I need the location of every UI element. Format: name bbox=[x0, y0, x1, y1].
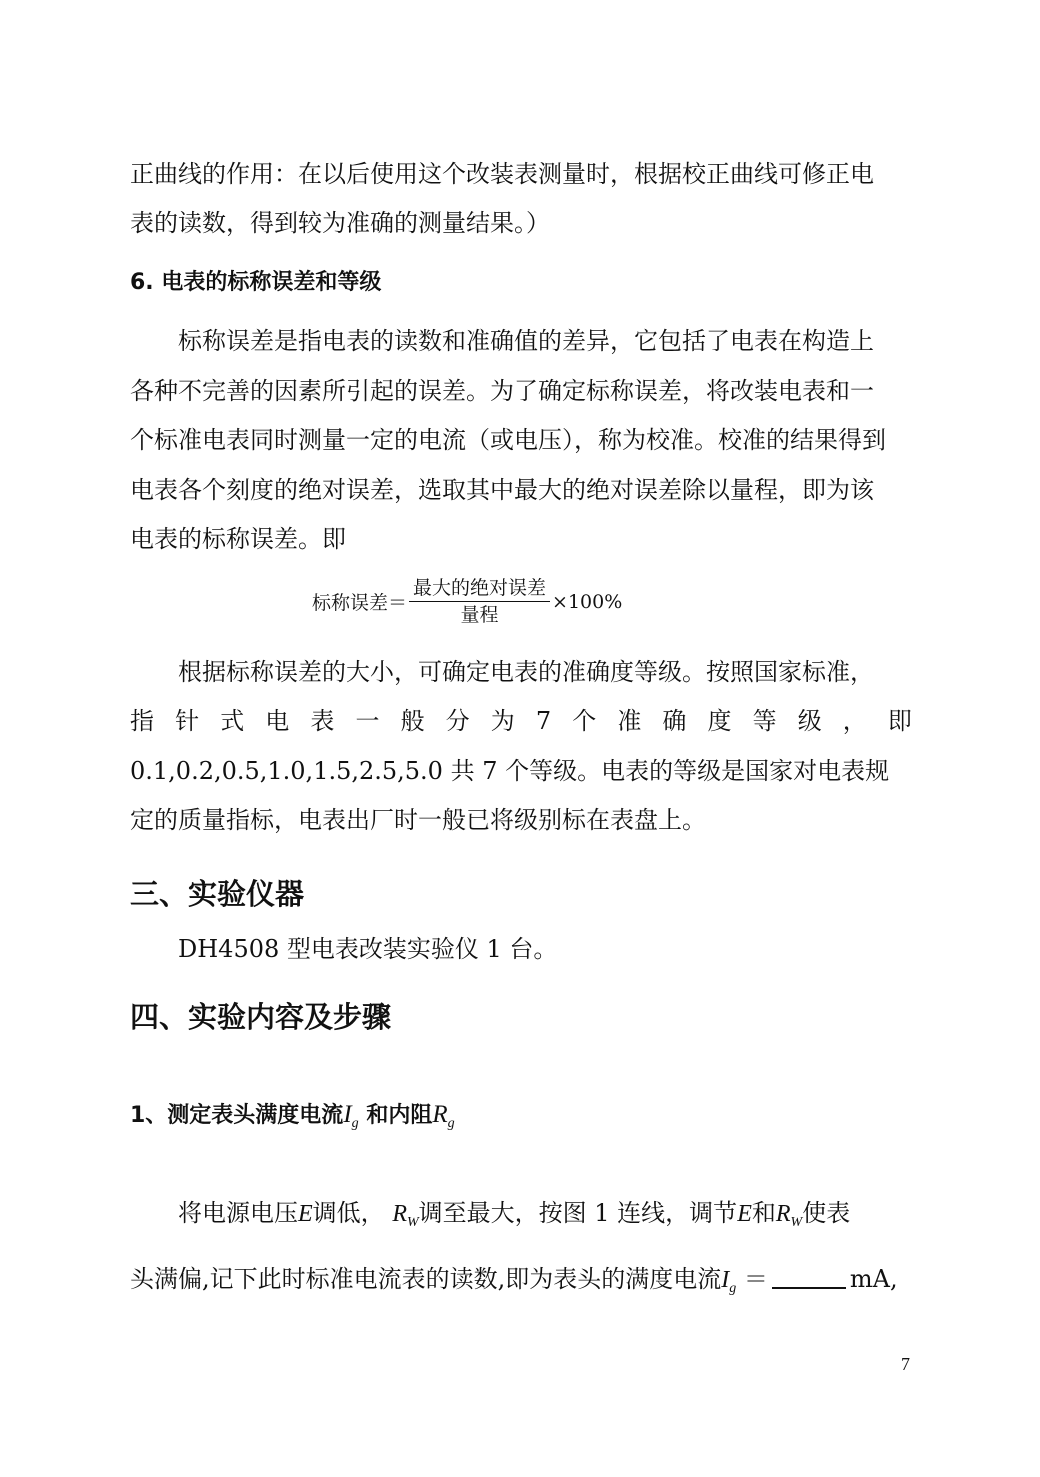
justified-word: 指 bbox=[130, 707, 154, 735]
justified-word: 般 bbox=[400, 707, 425, 735]
paragraph-line bbox=[178, 1198, 850, 1238]
error-formula bbox=[312, 577, 622, 626]
paragraph-line bbox=[130, 1264, 898, 1304]
paragraph-line: 0.1,0.2,0.5,1.0,1.5,2.5,5.0 共 7 个等级。电表的等级是国家对电表规 bbox=[130, 757, 890, 785]
justified-word: 度 bbox=[707, 707, 732, 735]
section-heading-3: 三、实验仪器 bbox=[130, 877, 305, 911]
justified-word: 表 bbox=[310, 707, 335, 735]
paragraph-line: 表的读数，得到较为准确的测量结果。） bbox=[130, 209, 550, 237]
var-R: R bbox=[392, 1201, 407, 1227]
sub-W: W bbox=[406, 1215, 419, 1230]
formula-denominator: 量程 bbox=[460, 604, 499, 626]
text: 调至最大，按图 1 连线，调节 bbox=[418, 1199, 738, 1227]
formula-numerator: 最大的绝对误差 bbox=[409, 577, 550, 602]
unit-text: mA, bbox=[849, 1265, 898, 1293]
step-title-mid: 和内阻 bbox=[366, 1103, 433, 1128]
paragraph-line: 个标准电表同时测量一定的电流（或电压），称为校准。校准的结果得到 bbox=[130, 426, 886, 454]
text: 调低， bbox=[312, 1199, 385, 1227]
paragraph-line-justified bbox=[130, 706, 912, 736]
justified-word: 式 bbox=[220, 707, 245, 735]
text: 将电源电压 bbox=[178, 1199, 298, 1227]
paragraph-line: 电表的标称误差。即 bbox=[130, 525, 346, 553]
formula-fraction bbox=[409, 577, 550, 626]
paragraph-line: 电表各个刻度的绝对误差，选取其中最大的绝对误差除以量程，即为该 bbox=[130, 476, 874, 504]
justified-word: 分 bbox=[445, 707, 470, 735]
justified-word: 个 bbox=[572, 707, 597, 735]
text: 和 bbox=[751, 1199, 776, 1227]
justified-word: 为 bbox=[490, 707, 515, 735]
section-heading-6: 6. 电表的标称误差和等级 bbox=[130, 270, 382, 295]
justified-word: 即 bbox=[887, 707, 912, 735]
sub-g: g bbox=[729, 1281, 737, 1296]
var-R: R bbox=[432, 1101, 448, 1128]
paragraph-line: DH4508 型电表改装实验仪 1 台。 bbox=[178, 935, 558, 963]
paragraph-line: 正曲线的作用：在以后使用这个改装表测量时，根据校正曲线可修正电 bbox=[130, 160, 874, 188]
step-1-heading bbox=[130, 1100, 455, 1139]
paragraph-line: 标称误差是指电表的读数和准确值的差异，它包括了电表在构造上 bbox=[178, 327, 874, 355]
justified-word: 准 bbox=[617, 707, 642, 735]
justified-word: ， bbox=[842, 707, 867, 735]
paragraph-line: 各种不完善的因素所引起的误差。为了确定标称误差，将改装电表和一 bbox=[130, 377, 874, 405]
paragraph-line: 定的质量指标，电表出厂时一般已将级别标在表盘上。 bbox=[130, 806, 706, 834]
justified-word: 确 bbox=[662, 707, 687, 735]
var-E: E bbox=[737, 1201, 752, 1227]
var-R: R bbox=[775, 1201, 791, 1227]
paragraph-line: 根据标称误差的大小，可确定电表的准确度等级。按照国家标准， bbox=[178, 658, 874, 686]
justified-word: 针 bbox=[175, 707, 200, 735]
answer-blank[interactable] bbox=[772, 1267, 846, 1289]
justified-word: 级 bbox=[797, 707, 822, 735]
section-heading-4: 四、实验内容及步骤 bbox=[130, 1000, 392, 1034]
text: 使表 bbox=[802, 1199, 851, 1227]
equals-sign: ＝ bbox=[743, 1265, 768, 1293]
var-E: E bbox=[298, 1201, 313, 1227]
justified-word: 7 bbox=[535, 707, 552, 735]
text: 头满偏,记下此时标准电流表的读数,即为表头的满度电流 bbox=[130, 1265, 722, 1293]
step-title-prefix: 1、测定表头满度电流 bbox=[130, 1103, 344, 1128]
sub-W: W bbox=[790, 1215, 803, 1230]
formula-lhs: 标称误差＝ bbox=[312, 592, 408, 614]
page-number: 7 bbox=[901, 1354, 910, 1374]
var-I: I bbox=[721, 1267, 730, 1293]
justified-word: 等 bbox=[752, 707, 777, 735]
justified-word: 电 bbox=[265, 707, 290, 735]
var-I: I bbox=[343, 1101, 352, 1128]
justified-word: 一 bbox=[355, 707, 380, 735]
sub-g: g bbox=[351, 1116, 359, 1131]
formula-rhs: ×100% bbox=[552, 590, 623, 613]
sub-g: g bbox=[447, 1116, 455, 1131]
